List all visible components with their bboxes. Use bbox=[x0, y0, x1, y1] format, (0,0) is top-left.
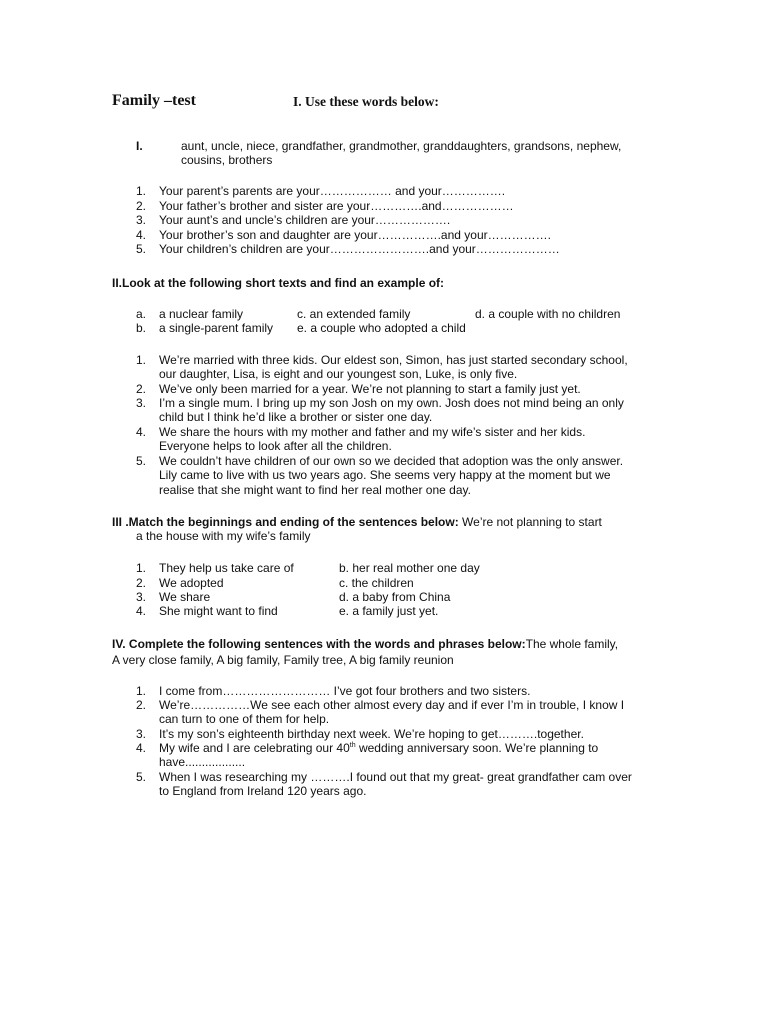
item-number: 3. bbox=[136, 590, 147, 604]
item-text: to England from Ireland 120 years ago. bbox=[159, 784, 367, 798]
item-text: I’m a single mum. I bring up my son Josh on my own. Josh does not mind being an only bbox=[159, 396, 624, 410]
sentence-ending: c. the children bbox=[339, 576, 414, 590]
heading-bold: III .Match the beginnings and ending of the sentences below: bbox=[112, 515, 459, 529]
item-text: realise that she might want to find her real mother one day. bbox=[159, 483, 471, 497]
item-number: 3. bbox=[136, 727, 147, 741]
section2-heading: II.Look at the following short texts and find an example of: bbox=[112, 276, 445, 290]
item-number: 2. bbox=[136, 382, 147, 396]
item-number: 3. bbox=[136, 396, 147, 410]
heading-rest: The whole family, bbox=[525, 637, 619, 651]
item-text: I come from……………………… I’ve got four brothers and two sisters. bbox=[159, 684, 531, 698]
item-text: Your parent’s parents are your……………… and your……………. bbox=[159, 184, 506, 198]
option-text: c. an extended family bbox=[297, 307, 411, 321]
sentence-beginning: We share bbox=[159, 590, 211, 604]
superscript: th bbox=[349, 742, 356, 749]
item-number: 1. bbox=[136, 184, 147, 198]
item-number: 5. bbox=[136, 242, 147, 256]
option-text: d. a couple with no children bbox=[475, 307, 621, 321]
item-text: have.................. bbox=[159, 755, 246, 769]
sentence-beginning: She might want to find bbox=[159, 604, 278, 618]
sentence-ending: e. a family just yet. bbox=[339, 604, 439, 618]
text-part: wedding anniversary soon. We’re planning to bbox=[355, 741, 599, 755]
item-text: We’ve only been married for a year. We’re not planning to start a family just yet. bbox=[159, 382, 581, 396]
option-letter: b. bbox=[136, 321, 147, 335]
item-number: 3. bbox=[136, 213, 147, 227]
item-text: We’re married with three kids. Our eldest son, Simon, has just started secondary school, bbox=[159, 353, 628, 367]
roman-numeral: I. bbox=[136, 139, 143, 153]
item-number: 1. bbox=[136, 353, 147, 367]
word-bank-line: cousins, brothers bbox=[181, 153, 273, 167]
item-text: our daughter, Lisa, is eight and our youngest son, Luke, is only five. bbox=[159, 367, 518, 381]
page-title: Family –test bbox=[112, 92, 196, 109]
item-text: child but I think he’d like a brother or sister one day. bbox=[159, 410, 433, 424]
item-text: We’re……………We see each other almost every day and if ever I’m in trouble, I know I bbox=[159, 698, 625, 712]
item-number: 4. bbox=[136, 741, 147, 755]
sentence-beginning: We adopted bbox=[159, 576, 224, 590]
heading-bold: IV. Complete the following sentences with the words and phrases below: bbox=[112, 637, 526, 651]
text-part: My wife and I are celebrating our 40 bbox=[159, 741, 350, 755]
item-text: It’s my son’s eighteenth birthday next week. We’re hoping to get……….together. bbox=[159, 727, 584, 741]
option-letter: a. bbox=[136, 307, 147, 321]
item-number: 2. bbox=[136, 199, 147, 213]
item-number: 4. bbox=[136, 604, 147, 618]
section1-instruction: I. Use these words below: bbox=[293, 94, 439, 109]
item-number: 2. bbox=[136, 698, 147, 712]
item-text: Your brother’s son and daughter are your…………….and your……………. bbox=[159, 228, 551, 242]
option-text: a nuclear family bbox=[159, 307, 244, 321]
section4-heading bbox=[112, 637, 618, 652]
item-text: Your father’s brother and sister are your………….and……………… bbox=[159, 199, 514, 213]
section3-heading-line2: a the house with my wife’s family bbox=[136, 529, 311, 543]
item-text: When I was researching my ……….I found out that my great- great grandfather cam over bbox=[159, 770, 632, 784]
item-text bbox=[159, 741, 598, 756]
section4-heading-line2: A very close family, A big family, Family tree, A big family reunion bbox=[112, 653, 454, 667]
word-bank-line: aunt, uncle, niece, grandfather, grandmother, granddaughters, grandsons, nephew, bbox=[181, 139, 622, 153]
item-text: Lily came to live with us two years ago. She seems very happy at the moment but we bbox=[159, 468, 611, 482]
item-number: 4. bbox=[136, 425, 147, 439]
item-text: Your aunt’s and uncle’s children are your………………. bbox=[159, 213, 451, 227]
item-number: 1. bbox=[136, 684, 147, 698]
item-text: We couldn’t have children of our own so we decided that adoption was the only answer. bbox=[159, 454, 624, 468]
item-number: 4. bbox=[136, 228, 147, 242]
item-text: We share the hours with my mother and father and my wife’s sister and her kids. bbox=[159, 425, 586, 439]
item-number: 2. bbox=[136, 576, 147, 590]
item-number: 5. bbox=[136, 770, 147, 784]
item-text: can turn to one of them for help. bbox=[159, 712, 330, 726]
item-text: Everyone helps to look after all the children. bbox=[159, 439, 392, 453]
sentence-ending: b. her real mother one day bbox=[339, 561, 480, 575]
option-text: e. a couple who adopted a child bbox=[297, 321, 466, 335]
item-number: 5. bbox=[136, 454, 147, 468]
section3-heading bbox=[112, 515, 602, 530]
option-text: a single-parent family bbox=[159, 321, 274, 335]
item-text: Your children’s children are your…………………….and your………………… bbox=[159, 242, 560, 256]
heading-rest: We’re not planning to start bbox=[458, 515, 602, 529]
sentence-beginning: They help us take care of bbox=[159, 561, 294, 575]
item-number: 1. bbox=[136, 561, 147, 575]
sentence-ending: d. a baby from China bbox=[339, 590, 451, 604]
